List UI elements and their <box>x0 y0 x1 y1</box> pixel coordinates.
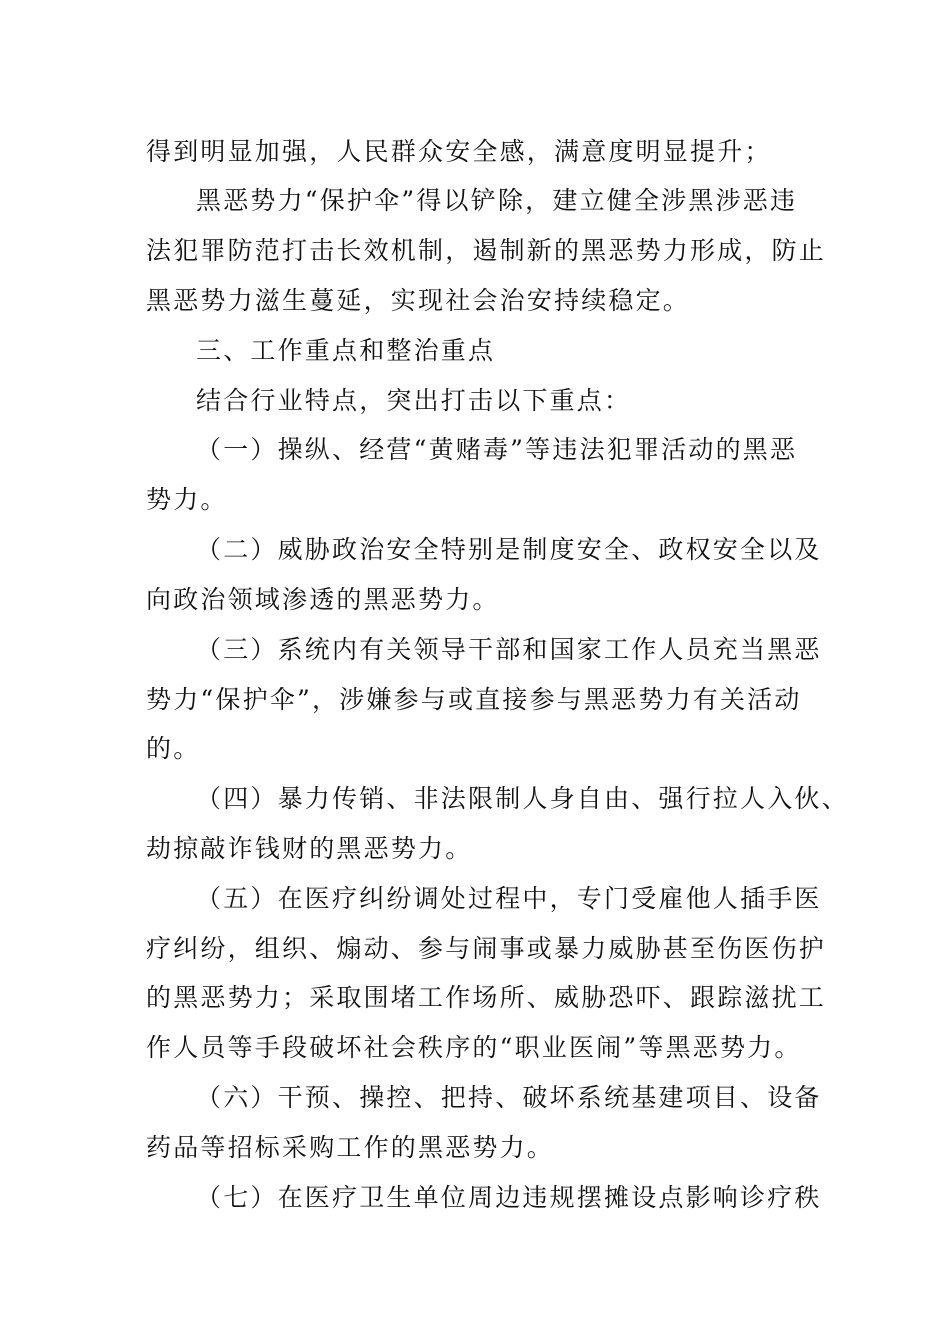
text-line: 势力“保护伞”，涉嫌参与或直接参与黑恶势力有关活动 <box>146 685 802 714</box>
list-item-4: （四）暴力传销、非法限制人身自由、强行拉人入伙、 <box>196 784 849 813</box>
text-line: 劫掠敲诈钱财的黑恶势力。 <box>146 834 473 863</box>
list-item-6: （六）干预、操控、把持、破坏系统基建项目、设备 <box>196 1083 822 1112</box>
paragraph-first-line: 结合行业特点，突出打击以下重点： <box>196 386 632 415</box>
list-item-2: （二）威胁政治安全特别是制度安全、政权安全以及 <box>196 535 822 564</box>
text-line: 法犯罪防范打击长效机制，遏制新的黑恶势力形成，防止 <box>146 236 827 265</box>
text-line: 疗纠纷，组织、煽动、参与闹事或暴力威胁甚至伤医伤护 <box>146 934 827 963</box>
text-line: 的。 <box>146 734 201 763</box>
section-heading: 三、工作重点和整治重点 <box>196 336 496 365</box>
paragraph-first-line: 黑恶势力“保护伞”得以铲除，建立健全涉黑涉恶违 <box>196 186 798 215</box>
text-line: 黑恶势力滋生蔓延，实现社会治安持续稳定。 <box>146 286 691 315</box>
text-line: 得到明显加强，人民群众安全感，满意度明显提升； <box>146 137 772 166</box>
list-item-5: （五）在医疗纠纷调处过程中，专门受雇他人插手医 <box>196 884 822 913</box>
list-item-7: （七）在医疗卫生单位周边违规摆摊设点影响诊疗秩 <box>196 1183 822 1212</box>
list-item-1: （一）操纵、经营“黄赌毒”等违法犯罪活动的黑恶 <box>196 435 798 464</box>
text-line: 向政治领域渗透的黑恶势力。 <box>146 585 500 614</box>
text-line: 作人员等手段破坏社会秩序的“职业医闹”等黑恶势力。 <box>146 1033 802 1062</box>
text-line: 势力。 <box>146 485 228 514</box>
text-line: 药品等招标采购工作的黑恶势力。 <box>146 1133 555 1162</box>
list-item-3: （三）系统内有关领导干部和国家工作人员充当黑恶 <box>196 635 822 664</box>
text-line: 的黑恶势力；采取围堵工作场所、威胁恐吓、跟踪滋扰工 <box>146 983 827 1012</box>
